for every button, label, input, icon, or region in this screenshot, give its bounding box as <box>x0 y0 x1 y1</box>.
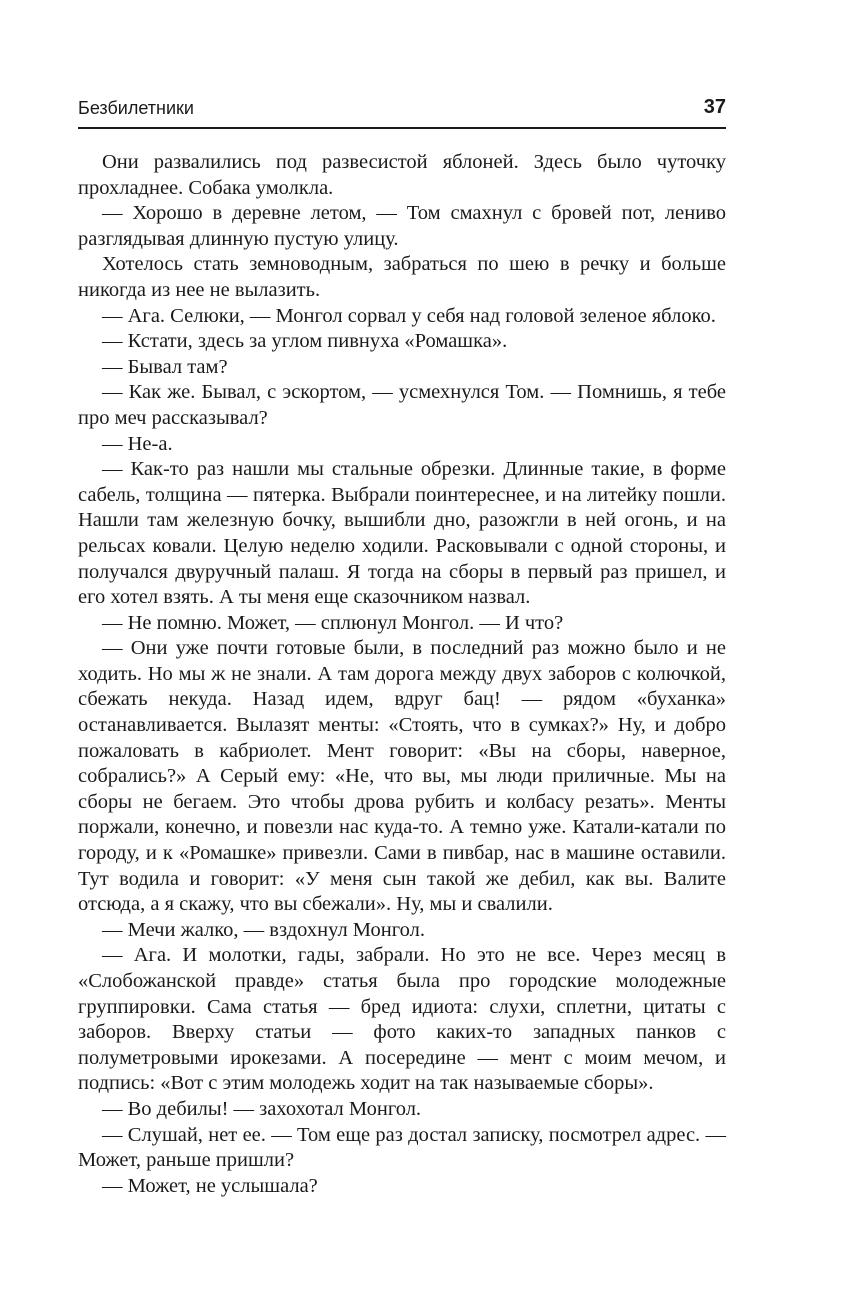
paragraph: — Во дебилы! — захохотал Монгол. <box>102 1097 422 1120</box>
paragraph: — Не помню. Может, — сплюнул Монгол. — И что? <box>102 611 564 634</box>
paragraph: — Как-то раз нашли мы стальные обрезки. Длинные такие, в форме сабель, толщина — пятерка. Выбрали поинтереснее, и на литейку пошли. Нашли там железную бочку, вышибли дно, разожгли в ней огонь, и на рельсах ковали. Целую неделю ходили. Расковывали с одной стороны, и получался двуручный палаш. Я тогда на сборы в первый раз пришел, и его хотел взять. А ты меня еще сказочником назвал. <box>78 458 726 609</box>
paragraph: — Кстати, здесь за углом пивнуха «Ромашка». <box>102 330 508 353</box>
paragraph: — Может, не услышала? <box>102 1174 318 1197</box>
paragraph: — Они уже почти готовые были, в последний раз можно было и не ходить. Но мы ж не знали. А там дорога между двух заборов с колючкой, сбежать некуда. Назад идем, вдруг бац! — рядом «буханка» останавливается. Вылазят менты: «Стоять, что в сумках?» Ну, и добро пожаловать в кабриолет. Мент говорит: «Вы на сборы, наверное, собрались?» А Серый ему: «Не, что вы, мы люди приличные. Мы на сборы не бегаем. Это чтобы дрова рубить и колбасу резать». Менты поржали, конечно, и повезли нас куда-то. А темно уже. Катали-катали по городу, и к «Ромашке» привезли. Сами в пивбар, нас в машине оставили. Тут водила и говорит: «У меня сын такой же дебил, как вы. Валите отсюда, а я скажу, что вы сбежали». Ну, мы и свалили. <box>78 637 726 916</box>
paragraph: — Как же. Бывал, с эскортом, — усмехнулся Том. — Помнишь, я тебе про меч рассказывал? <box>78 381 726 429</box>
running-header <box>78 96 726 122</box>
paragraph: — Ага. И молотки, гады, забрали. Но это не все. Через месяц в «Слобожанской правде» статья была про городские молодежные группировки. Сама статья — бред идиота: слухи, сплетни, цитаты с заборов. Вверху статьи — фото каких-то западных панков с полуметровыми ирокезами. А посередине — мент с моим мечом, и подпись: «Вот с этим молодежь ходит на так называемые сборы». <box>78 944 726 1095</box>
page-number: 37 <box>703 96 726 118</box>
paragraph: — Мечи жалко, — вздохнул Монгол. <box>102 918 425 941</box>
paragraph: — Бывал там? <box>102 355 228 378</box>
header-rule <box>78 127 726 129</box>
body-text <box>78 150 726 1199</box>
running-title: Безбилетники <box>78 98 194 118</box>
paragraph: Хотелось стать земноводным, забраться по шею в речку и больше никогда из нее не вылазить. <box>78 253 726 301</box>
paragraph: Они развалились под развесистой яблоней. Здесь было чуточку прохладнее. Собака умолкла. <box>78 151 726 199</box>
paragraph: — Не-а. <box>102 432 173 455</box>
paragraph: — Хорошо в деревне летом, — Том смахнул с бровей пот, лениво разглядывая длинную пустую улицу. <box>78 202 726 250</box>
paragraph: — Слушай, нет ее. — Том еще раз достал записку, посмотрел адрес. — Может, раньше пришли? <box>78 1123 726 1172</box>
paragraph: — Ага. Селюки, — Монгол сорвал у себя над головой зеленое яблоко. <box>102 304 716 327</box>
